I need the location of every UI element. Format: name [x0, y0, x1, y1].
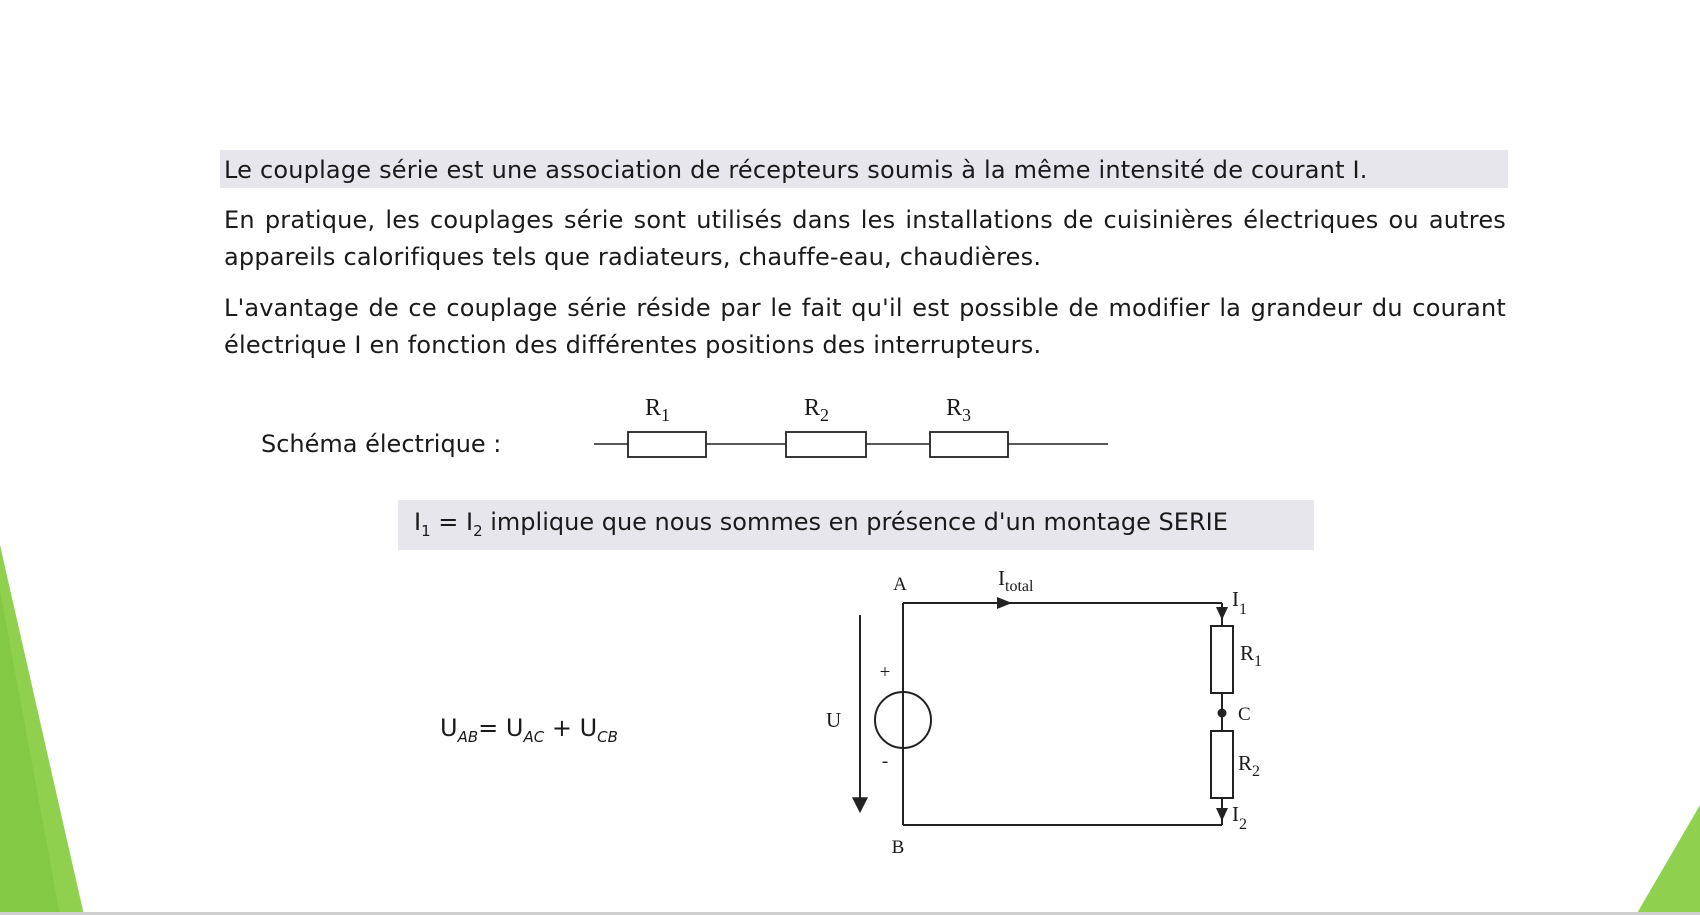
resistor-r1 [628, 432, 706, 457]
right-green-triangle [1636, 805, 1700, 915]
node-c-dot [1218, 709, 1227, 718]
resistor-r2 [1211, 731, 1233, 798]
label-r3: $R_3$ [946, 395, 972, 425]
u-ac: U [505, 714, 524, 742]
node-c-label: C [1238, 704, 1251, 725]
schema-label: Schéma électrique : [261, 430, 502, 458]
node-b-label: B [891, 837, 905, 858]
advantage-paragraph: L'avantage de ce couplage série réside par le fait qu'il est possible de modifier la grandeur du courant électrique I en fonction des différentes positions des interrupteurs. [224, 294, 1506, 359]
voltage-equals: = [478, 714, 506, 742]
series-schematic [580, 388, 1120, 468]
left-green-triangle-shade [0, 590, 60, 915]
u-cb: U [579, 714, 598, 742]
i1-arrow [1216, 607, 1228, 620]
u-ac-sub: AC [523, 727, 545, 746]
left-green-triangle [0, 545, 84, 915]
label-r1: $R_1$ [645, 395, 671, 425]
node-a-label: A [893, 574, 907, 595]
resistor-r3 [930, 432, 1008, 457]
series-note-rest: implique que nous sommes en présence d'un montage SERIE [482, 508, 1228, 536]
label-r2: $R_2$ [804, 395, 830, 425]
i2-subscript: 2 [473, 521, 483, 540]
series-note [414, 502, 1228, 551]
u-ab-sub: AB [457, 727, 479, 746]
i1-symbol: I [414, 508, 422, 536]
u-ab: U [440, 714, 458, 742]
itotal-label: $I_{total}$ [998, 566, 1034, 595]
voltage-law [440, 710, 618, 755]
i1-label: $I_1$ [1232, 587, 1247, 618]
u-cb-sub: CB [597, 727, 618, 746]
resistor-r1 [1211, 626, 1233, 693]
plus-sign: + [879, 662, 891, 683]
equals-sign: = [430, 508, 466, 536]
r1-label: $R_1$ [1240, 641, 1263, 670]
series-circuit-diagram [800, 560, 1300, 870]
itotal-arrow [997, 597, 1012, 609]
i2-label: $I_2$ [1232, 802, 1247, 833]
definition-text: Le couplage série est une association de récepteurs soumis à la même intensité de courant I. [224, 156, 1368, 184]
usage-paragraph: En pratique, les couplages série sont utilisés dans les installations de cuisinières électriques ou autres appareils calorifiques tels que radiateurs, chauffe-eau, chaudières. [224, 206, 1506, 271]
minus-sign: - [881, 751, 889, 772]
resistor-r2 [786, 432, 866, 457]
voltage-plus: + [544, 714, 580, 742]
u-label: U [826, 708, 842, 732]
i2-arrow [1216, 808, 1228, 821]
i2-symbol: I [466, 508, 474, 536]
i1-subscript: 1 [421, 521, 431, 540]
r2-label: $R_2$ [1238, 751, 1261, 780]
